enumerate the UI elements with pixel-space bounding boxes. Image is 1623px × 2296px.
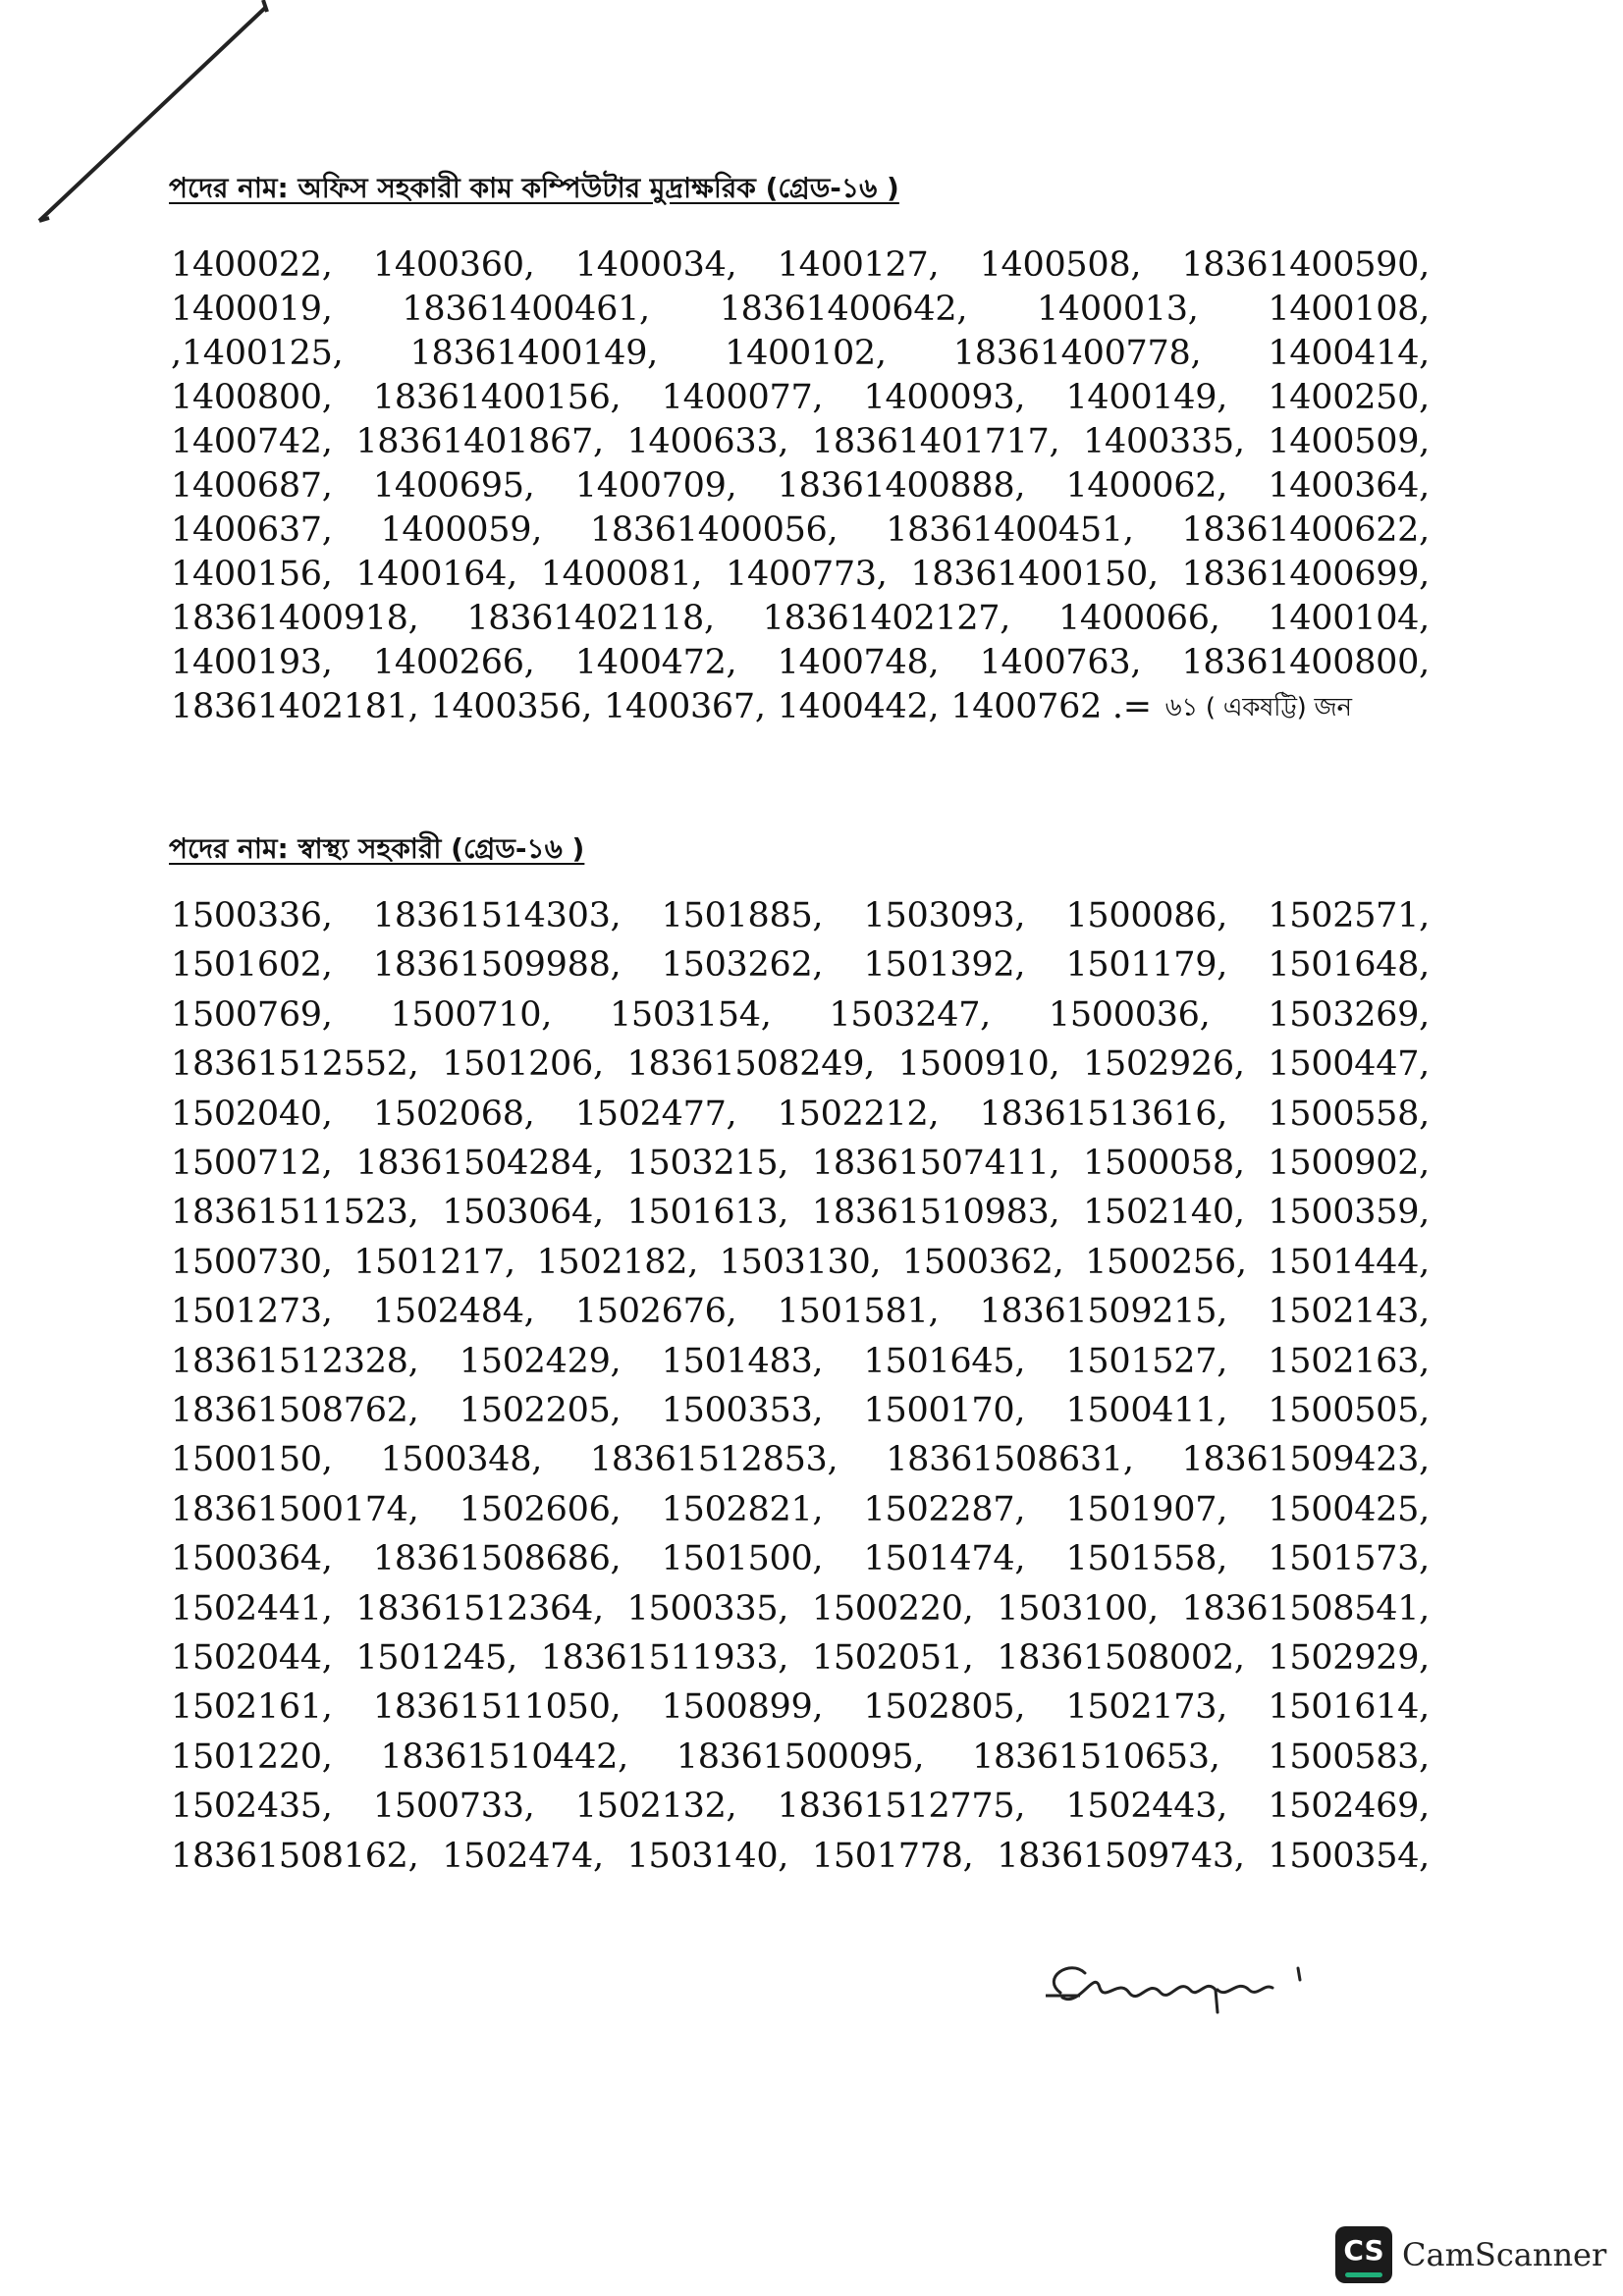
registration-number: 18361400918, bbox=[171, 599, 419, 638]
number-row bbox=[171, 995, 1430, 1035]
registration-number: 1503130, bbox=[719, 1242, 882, 1282]
registration-number: 1501581, bbox=[777, 1292, 940, 1332]
registration-number: 18361510442, bbox=[380, 1736, 628, 1777]
registration-number: 1500336, bbox=[171, 896, 333, 935]
registration-number: 1400367, bbox=[604, 687, 766, 726]
registration-number: 18361400149, bbox=[409, 334, 659, 373]
registration-number: 1502929, bbox=[1268, 1638, 1430, 1678]
registration-number: 1400414, bbox=[1268, 334, 1430, 373]
registration-number: 18361514303, bbox=[372, 896, 622, 935]
registration-number: 1502143, bbox=[1268, 1292, 1430, 1332]
registration-number: 1400077, bbox=[661, 378, 824, 417]
registration-number: 18361400590, bbox=[1181, 245, 1430, 285]
registration-number: 1502140, bbox=[1083, 1193, 1245, 1233]
registration-number: 1400360, bbox=[372, 245, 535, 285]
registration-number: 1503100, bbox=[997, 1588, 1159, 1629]
registration-number: 1400193, bbox=[171, 643, 333, 682]
registration-number: 1502068, bbox=[372, 1094, 535, 1134]
registration-number: 18361508002, bbox=[997, 1638, 1245, 1678]
registration-number: 1400742, bbox=[171, 422, 333, 461]
registration-number: 1501573, bbox=[1268, 1539, 1430, 1579]
registration-number: 18361500095, bbox=[676, 1736, 925, 1777]
registration-number: 1400637, bbox=[171, 510, 333, 550]
registration-number: 1502044, bbox=[171, 1638, 333, 1678]
number-row bbox=[171, 1342, 1430, 1381]
registration-number: 18361512552, bbox=[171, 1044, 419, 1085]
registration-number: 1502441, bbox=[171, 1588, 333, 1629]
registration-number: 18361510983, bbox=[811, 1193, 1060, 1233]
registration-number: 1500170, bbox=[863, 1391, 1026, 1430]
registration-number: 1501885, bbox=[661, 896, 824, 935]
number-row bbox=[171, 599, 1430, 638]
registration-number: 1400508, bbox=[979, 245, 1142, 285]
registration-number: 18361511050, bbox=[372, 1687, 622, 1728]
registration-number: 1500899, bbox=[661, 1687, 824, 1728]
registration-number: 1500558, bbox=[1268, 1094, 1430, 1134]
registration-number: 1400356, bbox=[430, 687, 593, 726]
registration-number: 1500362, bbox=[901, 1242, 1064, 1282]
registration-number: 1502821, bbox=[661, 1489, 824, 1529]
registration-number: 1400066, bbox=[1057, 599, 1220, 638]
registration-number: 18361400800, bbox=[1181, 643, 1430, 682]
number-row bbox=[171, 1292, 1430, 1331]
registration-number: 1502173, bbox=[1065, 1687, 1228, 1728]
registration-number: 1502163, bbox=[1268, 1341, 1430, 1381]
registration-number: 18361512853, bbox=[589, 1440, 839, 1480]
number-row bbox=[171, 334, 1430, 373]
registration-number: 1500710, bbox=[390, 994, 553, 1035]
registration-number: 1400633, bbox=[626, 422, 789, 461]
registration-number: 1500583, bbox=[1268, 1736, 1430, 1777]
number-row bbox=[171, 1837, 1430, 1876]
registration-number: 1500712, bbox=[171, 1144, 333, 1183]
registration-number: 1400104, bbox=[1268, 599, 1430, 638]
registration-number: 1502805, bbox=[863, 1687, 1026, 1728]
registration-number: 1501179, bbox=[1065, 945, 1228, 986]
number-row bbox=[171, 1539, 1430, 1578]
registration-number: 1501206, bbox=[442, 1044, 604, 1085]
registration-number: 1400013, bbox=[1036, 290, 1199, 329]
registration-number: 18361400451, bbox=[886, 510, 1134, 550]
registration-number: 1501217, bbox=[353, 1242, 515, 1282]
registration-number: 1502287, bbox=[863, 1489, 1026, 1529]
registration-number: 1503262, bbox=[661, 945, 824, 986]
registration-number: 18361511933, bbox=[540, 1638, 789, 1678]
registration-number: 1502161, bbox=[171, 1687, 333, 1728]
registration-number: 1501392, bbox=[863, 945, 1026, 986]
registration-number: 18361508541, bbox=[1181, 1588, 1430, 1629]
registration-number: 1500335, bbox=[626, 1588, 789, 1629]
registration-number: 1400266, bbox=[372, 643, 535, 682]
number-row bbox=[171, 687, 1430, 730]
registration-number: 1501474, bbox=[863, 1539, 1026, 1579]
registration-number: 1500058, bbox=[1083, 1144, 1245, 1183]
number-row bbox=[171, 1095, 1430, 1134]
registration-number: 1501645, bbox=[863, 1341, 1026, 1381]
registration-number: 18361402118, bbox=[466, 599, 715, 638]
registration-number: 18361500174, bbox=[171, 1489, 419, 1529]
registration-number: 1400102, bbox=[725, 334, 887, 373]
registration-number: 1500354, bbox=[1268, 1836, 1430, 1876]
registration-number: 1500733, bbox=[372, 1787, 535, 1827]
number-row bbox=[171, 1490, 1430, 1529]
registration-number: 1400509, bbox=[1268, 422, 1430, 461]
registration-number: 18361402127, bbox=[762, 599, 1011, 638]
registration-number: 1501614, bbox=[1268, 1687, 1430, 1728]
registration-number: 1502477, bbox=[574, 1094, 737, 1134]
registration-number: 18361504284, bbox=[355, 1144, 604, 1183]
registration-number: 1400019, bbox=[171, 290, 333, 329]
number-row bbox=[171, 1737, 1430, 1777]
registration-number: 1400059, bbox=[380, 510, 543, 550]
registration-number: 18361400778, bbox=[952, 334, 1202, 373]
registration-number: 1502606, bbox=[459, 1489, 622, 1529]
registration-number: 1501273, bbox=[171, 1292, 333, 1332]
registration-number: 18361400622, bbox=[1181, 510, 1430, 550]
registration-number: 1502474, bbox=[442, 1836, 604, 1876]
registration-number: 1503247, bbox=[829, 994, 992, 1035]
registration-number: 18361508686, bbox=[372, 1539, 622, 1579]
registration-number: 1400748, bbox=[777, 643, 940, 682]
registration-number: 1400250, bbox=[1268, 378, 1430, 417]
registration-number: 1500348, bbox=[380, 1440, 543, 1480]
registration-number: 1501648, bbox=[1268, 945, 1430, 986]
registration-number: 1500769, bbox=[171, 994, 333, 1035]
registration-number: 1502676, bbox=[574, 1292, 737, 1332]
registration-number: 18361511523, bbox=[171, 1193, 419, 1233]
number-row bbox=[171, 1638, 1430, 1678]
camscanner-logo-icon bbox=[1335, 2226, 1392, 2283]
registration-number: 1500447, bbox=[1268, 1044, 1430, 1085]
registration-number: 1500425, bbox=[1268, 1489, 1430, 1529]
registration-number: 1501527, bbox=[1065, 1341, 1228, 1381]
number-row bbox=[171, 643, 1430, 682]
handwritten-signature bbox=[1041, 1939, 1335, 2027]
camscanner-badge-text: CS bbox=[1343, 2234, 1384, 2267]
registration-number: 18361507411, bbox=[811, 1144, 1060, 1183]
registration-number: 18361508762, bbox=[171, 1391, 419, 1430]
registration-number: 1400164, bbox=[355, 555, 517, 594]
registration-number: 1502435, bbox=[171, 1787, 333, 1827]
registration-number: 1400335, bbox=[1083, 422, 1245, 461]
number-row bbox=[171, 290, 1430, 329]
registration-number: 1503269, bbox=[1268, 994, 1430, 1035]
registration-number: 1503154, bbox=[609, 994, 772, 1035]
number-row bbox=[171, 1193, 1430, 1232]
number-row bbox=[171, 1687, 1430, 1727]
registration-number: 18361400056, bbox=[589, 510, 839, 550]
registration-number: 1400709, bbox=[574, 466, 737, 506]
number-row bbox=[171, 1243, 1430, 1282]
number-row bbox=[171, 422, 1430, 461]
registration-number: 1501220, bbox=[171, 1736, 333, 1777]
registration-number: 1500220, bbox=[811, 1588, 974, 1629]
registration-number: 18361402181, bbox=[171, 687, 419, 726]
total-count: ৬১ ( একষট্টি) জন bbox=[1164, 693, 1352, 722]
registration-number: 1500150, bbox=[171, 1440, 333, 1480]
registration-number: 1400472, bbox=[574, 643, 737, 682]
registration-number: 1500505, bbox=[1268, 1391, 1430, 1430]
registration-number: 1502469, bbox=[1268, 1787, 1430, 1827]
registration-number: 1501245, bbox=[355, 1638, 517, 1678]
registration-number: 1400687, bbox=[171, 466, 333, 506]
number-row bbox=[171, 1440, 1430, 1479]
registration-number: ,1400125, bbox=[171, 334, 344, 373]
registration-number: 1502205, bbox=[459, 1391, 622, 1430]
registration-number: 1500353, bbox=[661, 1391, 824, 1430]
number-row bbox=[171, 1144, 1430, 1183]
registration-number: 1502132, bbox=[574, 1787, 737, 1827]
registration-number: 1500902, bbox=[1268, 1144, 1430, 1183]
registration-number: 1502051, bbox=[811, 1638, 974, 1678]
registration-number: 1400773, bbox=[725, 555, 888, 594]
registration-number: 1503140, bbox=[626, 1836, 789, 1876]
number-row bbox=[171, 945, 1430, 985]
registration-number: 1503093, bbox=[863, 896, 1026, 935]
registration-number: 1400081, bbox=[540, 555, 703, 594]
registration-number: 1502926, bbox=[1083, 1044, 1245, 1085]
number-row bbox=[171, 555, 1430, 594]
registration-number: 1500411, bbox=[1065, 1391, 1228, 1430]
registration-number: 1500256, bbox=[1085, 1242, 1247, 1282]
registration-number: 1502429, bbox=[459, 1341, 622, 1381]
registration-number: 18361400461, bbox=[402, 290, 650, 329]
registration-number: 1500036, bbox=[1048, 994, 1211, 1035]
registration-number: 18361401867, bbox=[355, 422, 604, 461]
registration-number: 1400762 .= bbox=[950, 687, 1152, 726]
registration-number: 1400034, bbox=[574, 245, 737, 285]
registration-number: 1400022, bbox=[171, 245, 333, 285]
number-row bbox=[171, 1044, 1430, 1084]
registration-number: 1503064, bbox=[442, 1193, 604, 1233]
registration-number: 1500359, bbox=[1268, 1193, 1430, 1233]
registration-number: 18361400642, bbox=[719, 290, 968, 329]
registration-number: 18361400156, bbox=[372, 378, 622, 417]
registration-number: 1400364, bbox=[1268, 466, 1430, 506]
number-row bbox=[171, 466, 1430, 506]
registration-number: 1502484, bbox=[372, 1292, 535, 1332]
registration-number: 1400127, bbox=[777, 245, 940, 285]
registration-number: 18361508249, bbox=[626, 1044, 876, 1085]
registration-number: 1501444, bbox=[1268, 1242, 1430, 1282]
registration-number: 1400156, bbox=[171, 555, 333, 594]
number-row bbox=[171, 510, 1430, 550]
registration-number: 1501778, bbox=[811, 1836, 974, 1876]
registration-number: 1400763, bbox=[979, 643, 1142, 682]
registration-number: 1400442, bbox=[777, 687, 940, 726]
registration-number: 18361510653, bbox=[972, 1736, 1220, 1777]
registration-number: 1400695, bbox=[372, 466, 535, 506]
number-row bbox=[171, 896, 1430, 935]
registration-number: 1500086, bbox=[1065, 896, 1228, 935]
registration-number: 1502443, bbox=[1065, 1787, 1228, 1827]
registration-number: 18361401717, bbox=[811, 422, 1060, 461]
registration-number: 1500364, bbox=[171, 1539, 333, 1579]
registration-number: 1501558, bbox=[1065, 1539, 1228, 1579]
registration-number: 1501483, bbox=[661, 1341, 824, 1381]
registration-number: 18361512775, bbox=[777, 1787, 1026, 1827]
number-row bbox=[171, 1589, 1430, 1629]
registration-number: 18361512328, bbox=[171, 1341, 419, 1381]
registration-number: 1400800, bbox=[171, 378, 333, 417]
section2-heading: পদের নাম: স্বাস্থ্য সহকারী (গ্রেড-১৬ ) bbox=[169, 832, 585, 865]
registration-number: 1501602, bbox=[171, 945, 333, 986]
registration-number: 18361512364, bbox=[355, 1588, 604, 1629]
registration-number: 1503215, bbox=[626, 1144, 789, 1183]
number-row bbox=[171, 378, 1430, 417]
registration-number: 18361508631, bbox=[886, 1440, 1134, 1480]
registration-number: 1500730, bbox=[171, 1242, 333, 1282]
number-row bbox=[171, 1787, 1430, 1826]
registration-number: 18361400150, bbox=[910, 555, 1159, 594]
registration-number: 1400149, bbox=[1065, 378, 1228, 417]
registration-number: 18361509743, bbox=[997, 1836, 1245, 1876]
registration-number: 18361509423, bbox=[1181, 1440, 1430, 1480]
registration-number: 18361509215, bbox=[979, 1292, 1228, 1332]
registration-number: 18361508162, bbox=[171, 1836, 419, 1876]
registration-number: 18361400699, bbox=[1181, 555, 1430, 594]
number-row bbox=[171, 1391, 1430, 1430]
registration-number: 1400093, bbox=[863, 378, 1026, 417]
registration-number: 1502040, bbox=[171, 1094, 333, 1134]
registration-number: 1501613, bbox=[626, 1193, 789, 1233]
camscanner-name: CamScanner bbox=[1402, 2236, 1607, 2273]
registration-number: 1400108, bbox=[1268, 290, 1430, 329]
registration-number: 1501500, bbox=[661, 1539, 824, 1579]
registration-number: 1501907, bbox=[1065, 1489, 1228, 1529]
camscanner-watermark bbox=[1335, 2226, 1606, 2283]
registration-number: 1500910, bbox=[897, 1044, 1060, 1085]
section1-heading: পদের নাম: অফিস সহকারী কাম কম্পিউটার মুদ্রাক্ষরিক (গ্রেড-১৬ ) bbox=[169, 172, 899, 204]
registration-number: 18361400888, bbox=[777, 466, 1026, 506]
registration-number: 18361509988, bbox=[372, 945, 622, 986]
registration-number: 1400062, bbox=[1065, 466, 1228, 506]
registration-number: 18361513616, bbox=[979, 1094, 1228, 1134]
registration-number: 1502571, bbox=[1268, 896, 1430, 935]
registration-number: 1502182, bbox=[536, 1242, 699, 1282]
registration-number: 1502212, bbox=[777, 1094, 940, 1134]
number-row bbox=[171, 245, 1430, 285]
